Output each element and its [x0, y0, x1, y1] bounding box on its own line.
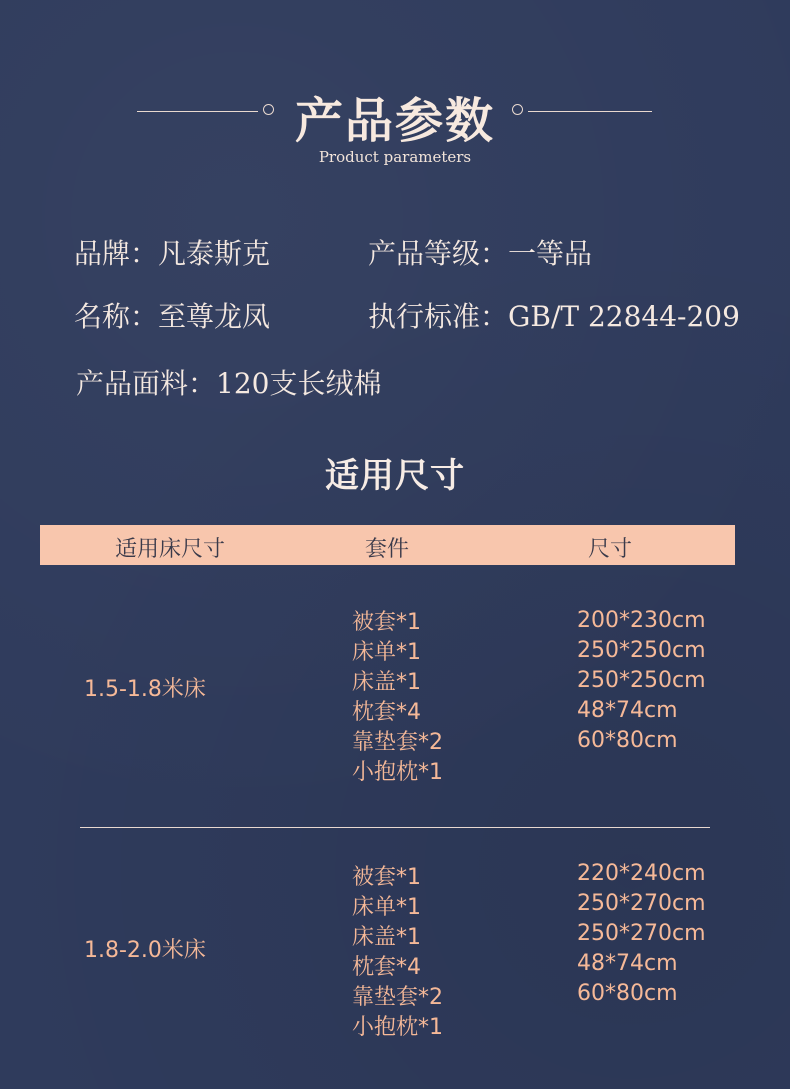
list-item: 250*250cm [577, 668, 706, 693]
size-table-header [40, 525, 735, 565]
list-item: 床单*1 [352, 640, 421, 665]
list-item: 200*230cm [577, 608, 706, 633]
list-item: 被套*1 [352, 865, 421, 890]
row-divider [80, 827, 710, 828]
page-subtitle: Product parameters [318, 148, 472, 166]
row-2-sizes [577, 859, 706, 1009]
list-item: 250*270cm [577, 921, 706, 946]
list-item: 床盖*1 [352, 670, 421, 695]
list-item: 靠垫套*2 [352, 730, 443, 755]
list-item: 250*270cm [577, 891, 706, 916]
list-item: 枕套*4 [352, 955, 421, 980]
row-1-sizes [577, 606, 706, 756]
row-2-bed-size: 1.8-2.0米床 [84, 938, 206, 963]
list-item: 48*74cm [577, 951, 678, 976]
list-item: 靠垫套*2 [352, 985, 443, 1010]
list-item: 60*80cm [577, 728, 678, 753]
list-item: 床单*1 [352, 895, 421, 920]
page-title: 产品参数 [294, 93, 495, 149]
list-item: 枕套*4 [352, 700, 421, 725]
param-brand: 品牌：凡泰斯克 [74, 237, 271, 270]
row-1-bed-size: 1.5-1.8米床 [84, 677, 206, 702]
param-grade: 产品等级：一等品 [368, 237, 593, 270]
row-2-items [352, 863, 443, 1043]
list-item: 床盖*1 [352, 925, 421, 950]
title-right-line [528, 111, 652, 112]
list-item: 60*80cm [577, 981, 678, 1006]
list-item: 48*74cm [577, 698, 678, 723]
list-item: 220*240cm [577, 861, 706, 886]
param-standard: 执行标准：GB/T 22844-209 [368, 300, 740, 333]
size-section-title: 适用尺寸 [325, 456, 465, 496]
list-item: 小抱枕*1 [352, 760, 443, 785]
list-item: 被套*1 [352, 610, 421, 635]
title-right-circle-icon [512, 104, 523, 115]
param-fabric: 产品面料：120支长绒棉 [76, 367, 382, 400]
row-1-items [352, 608, 443, 788]
param-name: 名称：至尊龙凤 [74, 300, 271, 333]
header-bed-size: 适用床尺寸 [115, 537, 226, 562]
list-item: 小抱枕*1 [352, 1015, 443, 1040]
header-set: 套件 [365, 537, 410, 562]
header-size: 尺寸 [588, 537, 633, 562]
title-row [0, 78, 790, 148]
list-item: 250*250cm [577, 638, 706, 663]
